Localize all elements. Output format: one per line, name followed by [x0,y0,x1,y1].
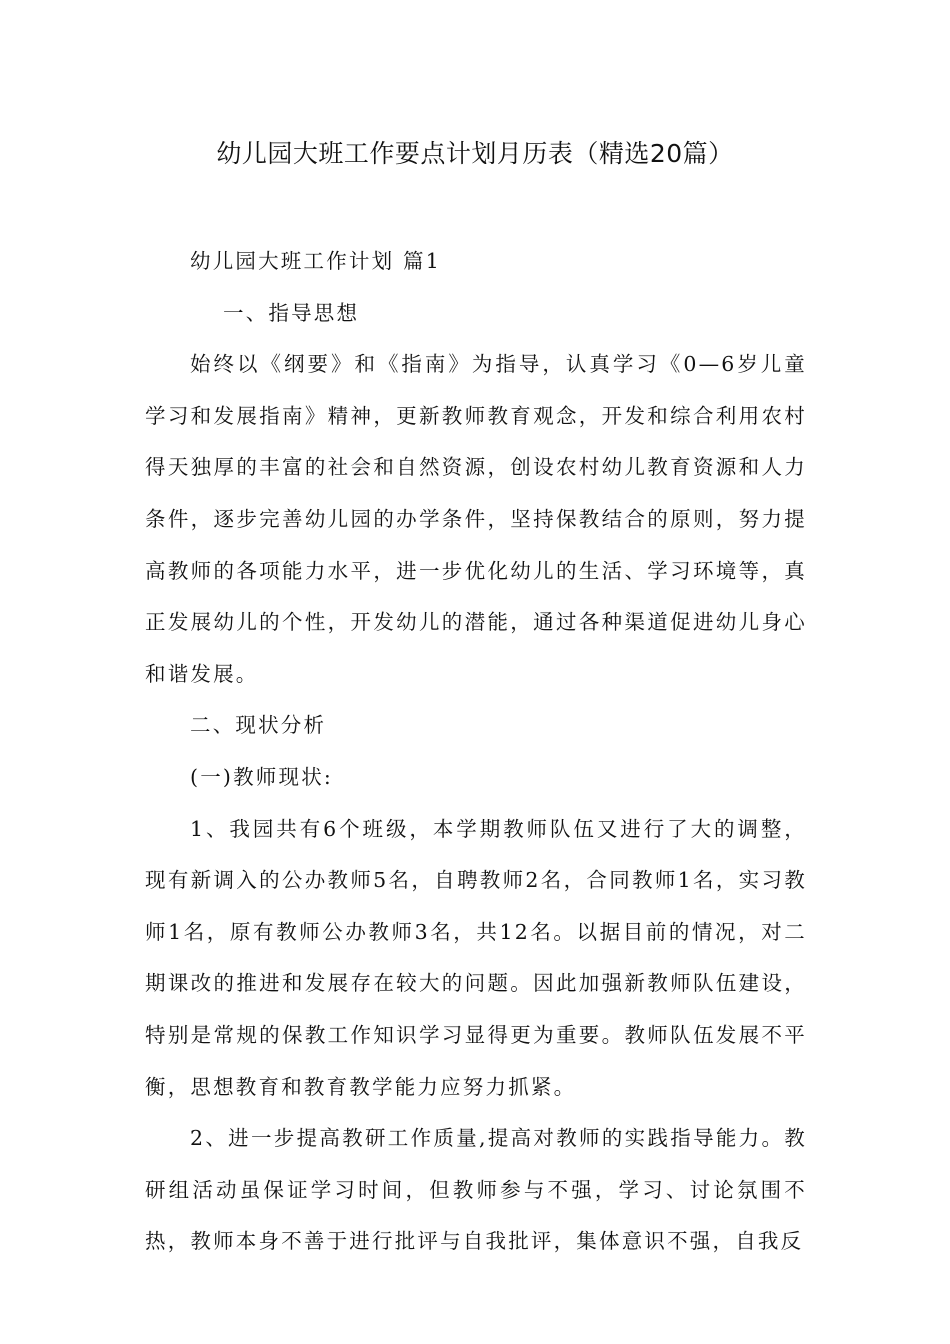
subheading-teacher-status: (一)教师现状: [190,764,334,789]
paragraph-teacher-status-2: 2、进一步提高教研工作质量,提高对教师的实践指导能力。教研组活动虽保证学习时间，但教师参与不强，学习、讨论氛围不热，教师本身不善于进行批评与自我批评，集体意识不强，自我反 [145,1126,807,1254]
section-heading: 幼儿园大班工作计划 篇1 [190,249,441,273]
paragraph-guiding-ideology: 始终以《纲要》和《指南》为指导，认真学习《0—6岁儿童学习和发展指南》精神，更新教师教育观念，开发和综合利用农村得天独厚的丰富的社会和自然资源，创设农村幼儿教育资源和人力条件，逐步完善幼儿园的办学条件，坚持保教结合的原则，努力提高教师的各项能力水平，进一步优化幼儿的生活、学习环境等，真正发展幼儿的个性，开发幼儿的潜能，通过各种渠道促进幼儿身心和谐发展。 [145,352,807,686]
document-title: 幼儿园大班工作要点计划月历表（精选20篇） [216,139,734,168]
heading-status-analysis: 二、现状分析 [190,713,327,738]
heading-guiding-ideology: 一、指导思想 [223,300,360,325]
paragraph-teacher-status-1: 1、我园共有6个班级，本学期教师队伍又进行了大的调整，现有新调入的公办教师5名，自聘教师2名，合同教师1名，实习教师1名，原有教师公办教师3名，共12名。以据目前的情况，对二期课改的推进和发展存在较大的问题。因此加强新教师队伍建设，特别是常规的保教工作知识学习显得更为重要。教师队伍发展不平衡，思想教育和教育教学能力应努力抓紧。 [145,816,807,1099]
document-body [145,236,807,1268]
